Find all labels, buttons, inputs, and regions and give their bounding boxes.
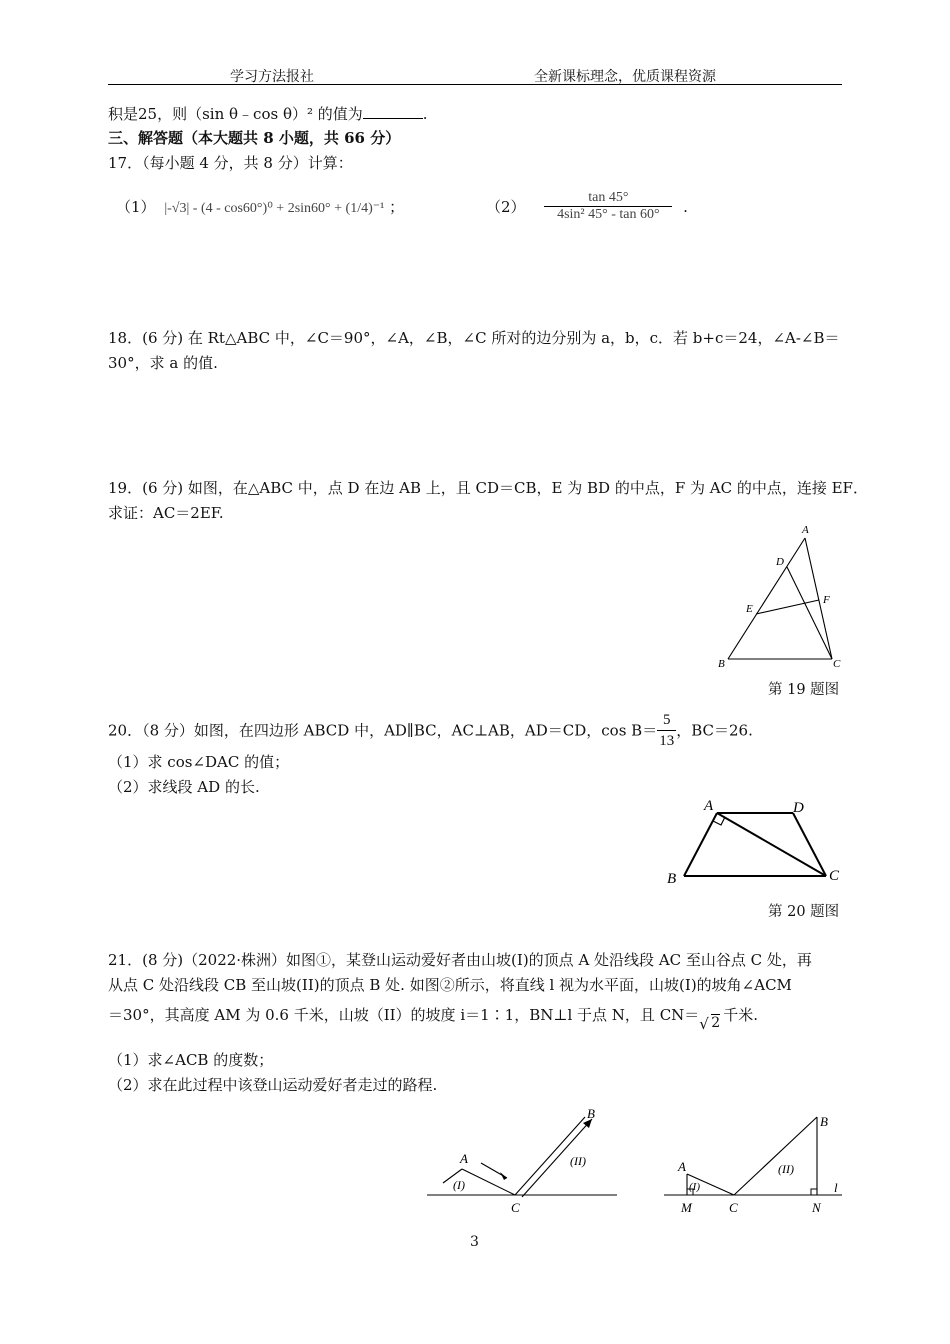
q21-fig2-label-m: M bbox=[681, 1200, 692, 1215]
q17-intro: 17．（每小题 4 分，共 8 分）计算： bbox=[108, 154, 353, 172]
q17-part2 bbox=[486, 190, 688, 223]
q20-line1-post: ，BC＝26. bbox=[676, 721, 753, 740]
q21-sqrt-radicand: 2 bbox=[711, 1015, 721, 1031]
q19-segment-cd bbox=[787, 567, 832, 659]
q19-label-d: D bbox=[776, 556, 784, 568]
q21-fig2-right-angle-n bbox=[811, 1189, 817, 1195]
q21-fig1-label-slope1: (I) bbox=[453, 1178, 465, 1192]
q21-fig2-label-c: C bbox=[729, 1200, 738, 1215]
q21-fig1-label-slope2: (II) bbox=[570, 1154, 586, 1168]
q21-fig2-label-n: N bbox=[812, 1200, 821, 1215]
header-right: 全新课标理念，优质课程资源 bbox=[534, 69, 716, 85]
q21-fig2-label-slope2: (II) bbox=[778, 1162, 794, 1176]
q20-caption: 第 20 题图 bbox=[768, 904, 840, 920]
q16-tail bbox=[108, 104, 428, 124]
q21-fig1-label-b: B bbox=[587, 1106, 595, 1121]
q18-line1: 18．(6 分) 在 Rt△ABC 中，∠C＝90°，∠A，∠B，∠C 所对的边分别为 a，b，c．若 b+c＝24，∠A-∠B＝ bbox=[108, 329, 840, 347]
q19-segment-ab bbox=[728, 538, 805, 659]
q20-segment-ab bbox=[684, 813, 717, 876]
q21-sub2: （2）求在此过程中该登山运动爱好者走过的路程. bbox=[108, 1076, 438, 1094]
q20-label-b: B bbox=[667, 871, 677, 887]
answer-blank bbox=[363, 104, 423, 119]
q20-figure bbox=[660, 793, 850, 893]
q17-part1-expression: |-√3| - (4 - cos60°)⁰ + 2sin60° + (1/4)⁻¹ bbox=[164, 201, 385, 216]
q19-label-e: E bbox=[746, 603, 753, 615]
q21-line1: 21．(8 分)（2022·株洲）如图①，某登山运动爱好者由山坡(I)的顶点 A 处沿线段 AC 至山谷点 C 处，再 bbox=[108, 951, 812, 969]
q17-part2-label: （2） bbox=[486, 198, 526, 216]
q21-fig1-label-c: C bbox=[511, 1200, 520, 1215]
q21-figure-1 bbox=[425, 1103, 620, 1218]
q20-line1-pre: 20．（8 分）如图，在四边形 ABCD 中，AD∥BC，AC⊥AB，AD＝CD，cos B＝ bbox=[108, 721, 658, 740]
q21-line3 bbox=[108, 1000, 759, 1033]
q20-label-c: C bbox=[829, 868, 840, 884]
q21-fig1-label-a: A bbox=[460, 1151, 468, 1166]
q21-fig2-label-l: l bbox=[834, 1180, 838, 1195]
q19-line2: 求证：AC＝2EF. bbox=[108, 504, 224, 522]
q21-sub1: （1）求∠ACB 的度数； bbox=[108, 1051, 274, 1069]
q19-label-b: B bbox=[718, 658, 725, 670]
q21-sqrt bbox=[699, 1000, 723, 1033]
q17-part1-label: （1） bbox=[116, 198, 156, 216]
q16-end: . bbox=[422, 105, 428, 123]
q20-cosb-denominator: 13 bbox=[659, 733, 675, 749]
q21-fig2-segment-cb bbox=[734, 1117, 817, 1195]
q17-part2-numerator: tan 45° bbox=[544, 190, 672, 207]
q21-fig2-label-a: A bbox=[678, 1159, 686, 1174]
q17-part2-denominator: 4sin² 45° - tan 60° bbox=[557, 207, 660, 222]
q18-line2: 30°，求 a 的值. bbox=[108, 354, 218, 372]
q21-sqrt-radical: √ bbox=[699, 1015, 709, 1033]
q20-label-a: A bbox=[704, 798, 714, 814]
section-heading: 三、解答题（本大题共 8 小题，共 66 分） bbox=[108, 129, 401, 147]
q19-label-f: F bbox=[823, 594, 830, 606]
q16-text: 积是25，则（sin θ﹣cos θ）² 的值为 bbox=[108, 105, 363, 123]
q20-sub2: （2）求线段 AD 的长. bbox=[108, 778, 260, 796]
q21-fig2-label-b: B bbox=[820, 1114, 828, 1129]
q21-line3-post: 千米. bbox=[723, 1006, 759, 1024]
q21-fig1-arrowhead-ac bbox=[500, 1172, 507, 1180]
q17-part2-fraction bbox=[544, 190, 672, 223]
header-left: 学习方法报社 bbox=[230, 69, 314, 85]
q19-label-c: C bbox=[833, 658, 841, 670]
q21-fig2-label-slope1: (I) bbox=[689, 1181, 700, 1193]
q20-cosb-fraction bbox=[657, 710, 676, 751]
q19-label-a: A bbox=[802, 524, 809, 536]
q20-line1 bbox=[108, 710, 753, 751]
page-number: 3 bbox=[470, 1234, 479, 1250]
q21-line2: 从点 C 处沿线段 CB 至山坡(II)的顶点 B 处. 如图②所示，将直线 l 视为水平面，山坡(I)的坡角∠ACM bbox=[108, 976, 792, 994]
q21-figure-2 bbox=[660, 1103, 850, 1218]
q20-label-d: D bbox=[793, 800, 804, 816]
q17-part1-end: ； bbox=[389, 198, 405, 216]
q21-fig1-segment-ac bbox=[462, 1169, 515, 1195]
q17-part2-end: . bbox=[683, 197, 688, 216]
q19-figure bbox=[710, 520, 850, 670]
q19-line1: 19．(6 分) 如图，在△ABC 中，点 D 在边 AB 上，且 CD＝CB，E 为 BD 的中点，F 为 AC 的中点，连接 EF． bbox=[108, 479, 868, 497]
q17-part1 bbox=[116, 196, 404, 217]
q20-cosb-numerator: 5 bbox=[657, 710, 676, 731]
q19-caption: 第 19 题图 bbox=[768, 682, 840, 698]
header-rule bbox=[108, 84, 842, 85]
q20-sub1: （1）求 cos∠DAC 的值； bbox=[108, 753, 290, 771]
q21-line3-pre: ＝30°，其高度 AM 为 0.6 千米，山坡（II）的坡度 i＝1∶1，BN⊥l 于点 N，且 CN＝ bbox=[108, 1006, 700, 1024]
